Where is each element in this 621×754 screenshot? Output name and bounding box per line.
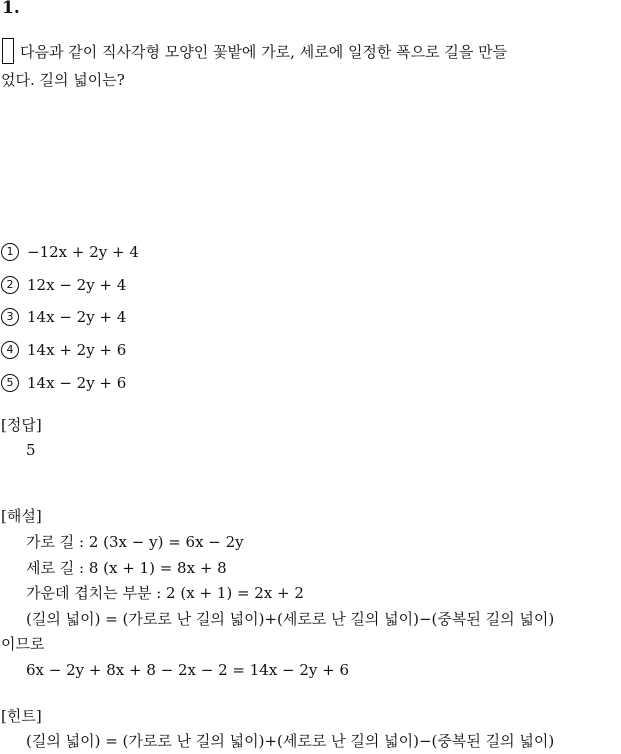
explanation-line: (길의 넓이) = (가로로 난 길의 넓이)+(세로로 난 길의 넓이)−(중복된 길의 넓이)	[26, 610, 555, 628]
hint-label: [힌트]	[1, 707, 42, 725]
choice-1[interactable]	[0, 236, 139, 269]
hint-line: (길의 넓이) = (가로로 난 길의 넓이)+(세로로 난 길의 넓이)−(중복된 길의 넓이)	[26, 732, 555, 750]
choice-list	[0, 236, 139, 399]
choice-number: 3	[1, 308, 19, 326]
choice-number: 4	[1, 341, 19, 359]
explanation-line: 6x − 2y + 8x + 8 − 2x − 2 = 14x − 2y + 6	[26, 661, 350, 679]
choice-expression: 14x − 2y + 6	[27, 373, 127, 392]
choice-4[interactable]	[0, 334, 139, 367]
explanation-label: [해설]	[1, 507, 42, 525]
answer-label: [정답]	[1, 416, 42, 434]
choice-3[interactable]	[0, 301, 139, 334]
choice-expression: 12x − 2y + 4	[27, 275, 127, 294]
choice-number: 5	[1, 374, 19, 392]
choice-2[interactable]	[0, 269, 139, 302]
explanation-line: 세로 길 : 8 (x + 1) = 8x + 8	[26, 559, 227, 577]
choice-number: 1	[1, 243, 19, 261]
answer-value: 5	[26, 441, 36, 459]
choice-expression: 14x − 2y + 4	[27, 308, 127, 327]
question-text-line2: 었다. 길의 넓이는?	[1, 71, 125, 89]
choice-5[interactable]	[0, 366, 139, 399]
choice-number: 2	[1, 276, 19, 294]
explanation-line: 가로 길 : 2 (3x − y) = 6x − 2y	[26, 533, 244, 551]
question-number: 1.	[2, 0, 20, 18]
question-text-line1: 다음과 같이 직사각형 모양인 꽃밭에 가로, 세로에 일정한 폭으로 길을 만들	[20, 43, 508, 61]
answer-box	[2, 38, 14, 64]
explanation-line: 가운데 겹치는 부분 : 2 (x + 1) = 2x + 2	[26, 584, 304, 602]
explanation-line: 이므로	[1, 635, 45, 653]
choice-expression: 14x + 2y + 6	[27, 341, 127, 360]
choice-expression: −12x + 2y + 4	[27, 243, 139, 262]
